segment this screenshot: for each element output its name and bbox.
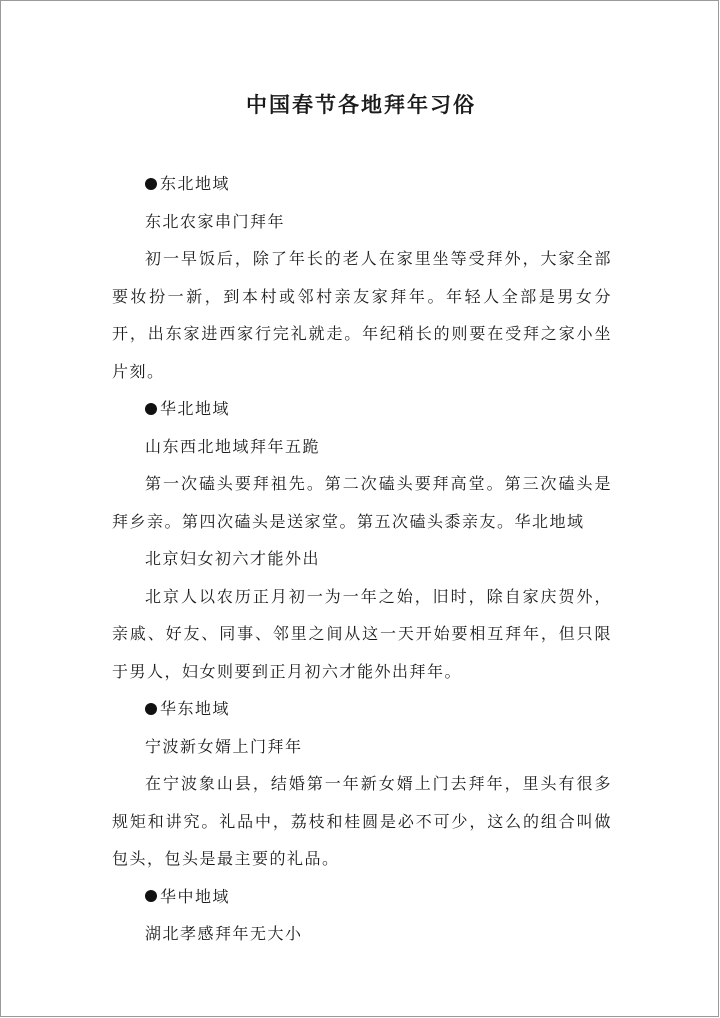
section-heading-central: 华中地域 xyxy=(112,878,612,916)
bullet-icon xyxy=(145,890,157,902)
section-heading-east: 华东地域 xyxy=(112,690,612,728)
subheading-hubei: 湖北孝感拜年无大小 xyxy=(145,924,303,943)
bullet-icon xyxy=(145,178,157,190)
paragraph-ningbo: 在宁波象山县，结婚第一年新女婿上门去拜年，里头有很多规矩和讲究。礼品中，荔枝和桂圆是必不可少，这么的组合叫做包头，包头是最主要的礼品。 xyxy=(112,774,612,868)
subheading-beijing: 北京妇女初六才能外出 xyxy=(145,549,321,568)
paragraph-northeast: 初一早饭后，除了年长的老人在家里坐等受拜外，大家全部要妆扮一新，到本村或邻村亲友家拜年。年轻人全部是男女分开，出东家进西家行完礼就走。年纪稍长的则要在受拜之家小坐片刻。 xyxy=(112,249,612,381)
paragraph-beijing: 北京人以农历正月初一为一年之始，旧时，除自家庆贺外，亲戚、好友、同事、邻里之间从这一天开始要相互拜年，但只限于男人，妇女则要到正月初六才能外出拜年。 xyxy=(112,586,612,681)
paragraph-shandong: 第一次磕头要拜祖先。第二次磕头要拜高堂。第三次磕头是拜乡亲。第四次磕头是送家堂。第五次磕头黍亲友。华北地域 xyxy=(112,474,612,531)
page-title: 中国春节各地拜年习俗 xyxy=(246,92,476,117)
document-body xyxy=(112,165,612,953)
section-heading-north: 华北地域 xyxy=(112,390,612,428)
subheading-shandong: 山东西北地域拜年五跪 xyxy=(145,436,321,456)
section-heading-northeast: 东北地域 xyxy=(112,165,612,203)
bullet-icon xyxy=(145,403,157,415)
bullet-icon xyxy=(145,703,157,715)
subheading-northeast: 东北农家串门拜年 xyxy=(145,211,286,231)
subheading-ningbo: 宁波新女婿上门拜年 xyxy=(145,736,303,756)
